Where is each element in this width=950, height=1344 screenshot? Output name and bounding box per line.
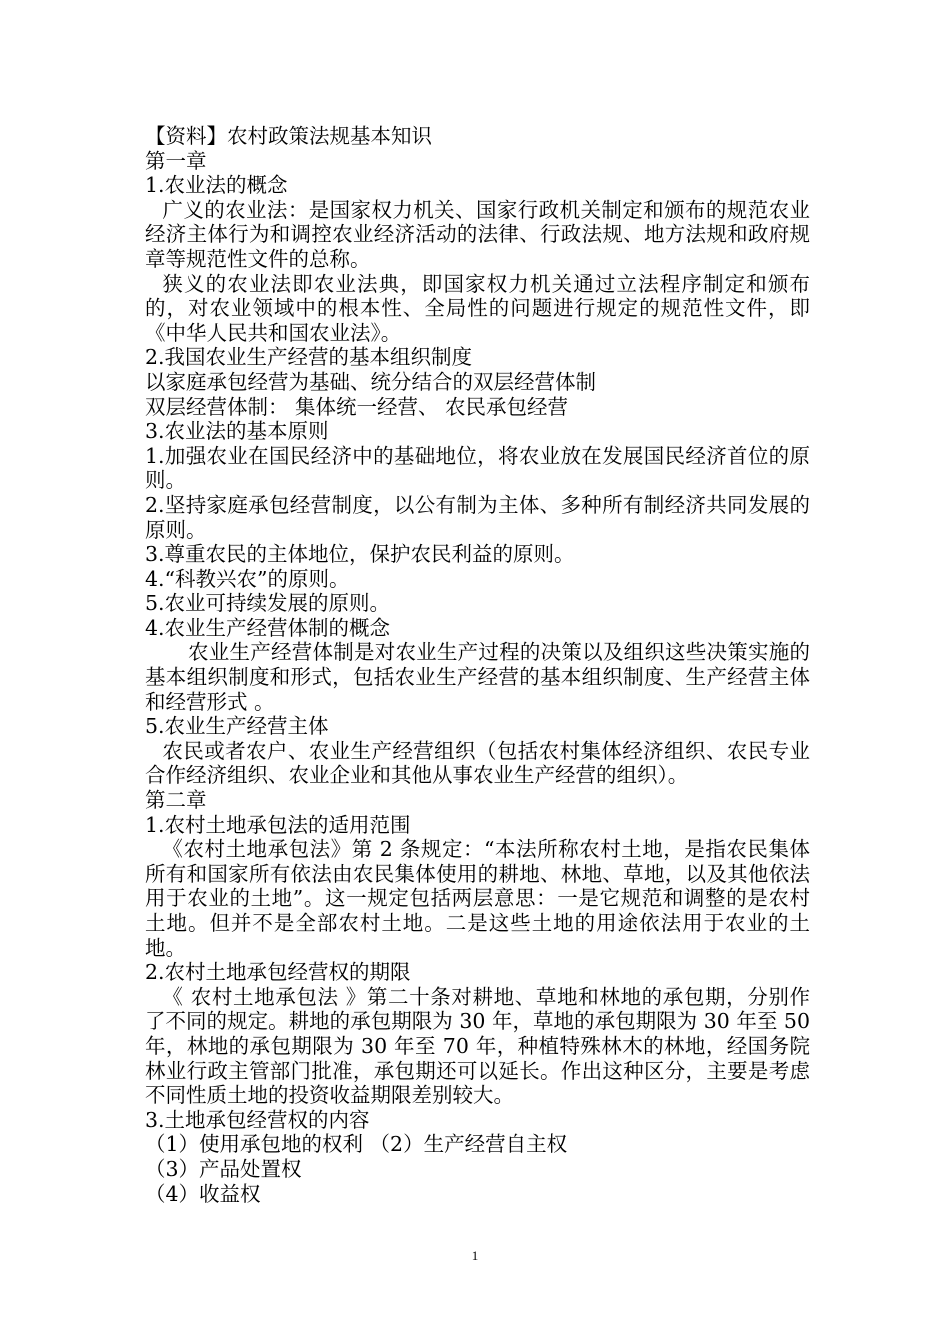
paragraph: 农民或者农户、农业生产经营组织（包括农村集体经济组织、农民专业合作经济组织、农业企业和其他从事农业生产经营的组织）。	[145, 738, 810, 788]
paragraph: 狭义的农业法即农业法典，即国家权力机关通过立法程序制定和颁布的，对农业领域中的根本性、全局性的问题进行规定的规范性文件，即《中华人民共和国农业法》。	[145, 271, 810, 345]
paragraph: 以家庭承包经营为基础、统分结合的双层经营体制	[145, 369, 596, 394]
paragraph: （3）产品处置权	[145, 1156, 302, 1181]
paragraph: 4.农业生产经营体制的概念	[145, 615, 391, 640]
page-number: 1	[471, 1248, 479, 1263]
paragraph: 5.农业生产经营主体	[145, 714, 329, 739]
paragraph: 2.农村土地承包经营权的期限	[145, 960, 411, 985]
paragraph: 3.土地承包经营权的内容	[145, 1107, 370, 1132]
paragraph: （4）收益权	[145, 1181, 261, 1206]
paragraph: 广义的农业法：是国家权力机关、国家行政机关制定和颁布的规范农业经济主体行为和调控农业经济活动的法律、行政法规、地方法规和政府规章等规范性文件的总称。	[145, 197, 810, 271]
paragraph: 5.农业可持续发展的原则。	[145, 591, 391, 616]
paragraph: 1.加强农业在国民经济中的基础地位，将农业放在发展国民经济首位的原则。	[145, 443, 810, 493]
paragraph: 农业生产经营体制是对农业生产过程的决策以及组织这些决策实施的基本组织制度和形式，包括农业生产经营的基本组织制度、生产经营主体和经营形式 。	[145, 640, 810, 714]
paragraph: 《农村土地承包法》第 2 条规定：“本法所称农村土地，是指农民集体所有和国家所有依法由农民集体使用的耕地、林地、草地，以及其他依法用于农业的土地”。这一规定包括两层意思：一是它规范和调整的是农村土地。但并不是全部农村土地。二是这些土地的用途依法用于农业的土地。	[145, 837, 810, 960]
paragraph: 2.我国农业生产经营的基本组织制度	[145, 345, 473, 370]
document-body	[145, 124, 810, 1206]
paragraph: 4.“科教兴农”的原则。	[145, 566, 350, 591]
paragraph: 第二章	[145, 788, 207, 813]
paragraph: 3.农业法的基本原则	[145, 419, 329, 444]
document-title: 【资料】农村政策法规基本知识	[145, 124, 432, 148]
paragraph: 3.尊重农民的主体地位，保护农民利益的原则。	[145, 542, 575, 567]
paragraph-list	[145, 149, 810, 1207]
paragraph: 2.坚持家庭承包经营制度，以公有制为主体、多种所有制经济共同发展的原则。	[145, 492, 810, 542]
paragraph: 双层经营体制： 集体统一经营、 农民承包经营	[145, 394, 569, 419]
paragraph: 1.农村土地承包法的适用范围	[145, 812, 411, 837]
paragraph: （1）使用承包地的权利 （2）生产经营自主权	[145, 1132, 568, 1157]
paragraph: 《 农村土地承包法 》第二十条对耕地、草地和林地的承包期，分别作了不同的规定。耕地的承包期限为 30 年，草地的承包期限为 30 年至 50 年，林地的承包期限为 30 年至 70 年，种植特殊林木的林地，经国务院林业行政主管部门批准，承包期还可以延长。作出这种区分，主要是考虑不同性质土地的投资收益期限差别较大。	[145, 984, 810, 1108]
paragraph: 1.农业法的概念	[145, 173, 288, 198]
paragraph: 第一章	[145, 148, 207, 173]
